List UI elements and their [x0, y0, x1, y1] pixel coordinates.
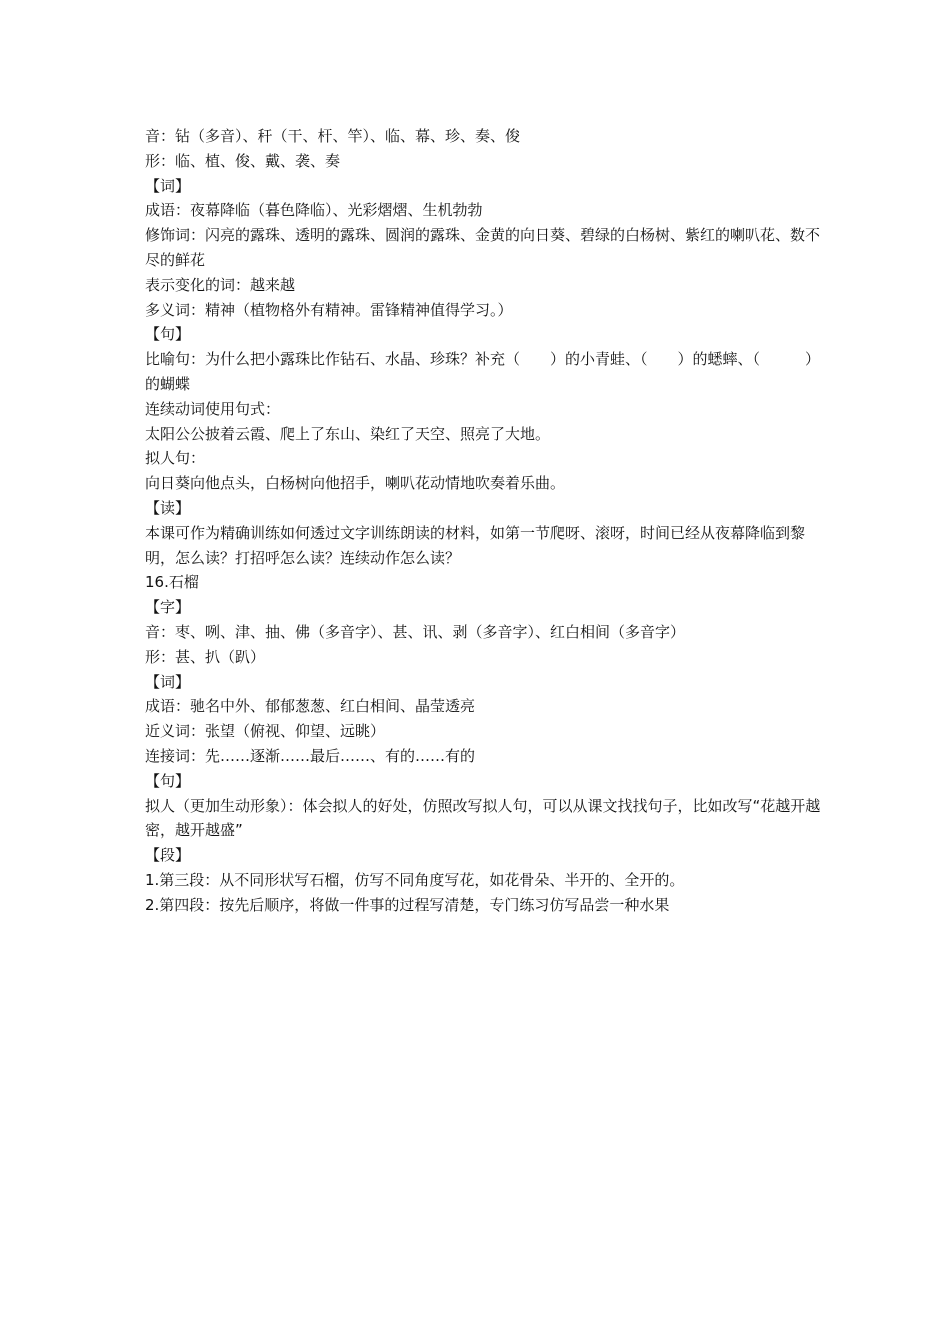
section-heading: 【读】: [145, 498, 191, 517]
lesson-title: 16.石榴: [145, 573, 199, 592]
text-line: 表示变化的词：越来越: [145, 275, 296, 294]
text-line: 音：枣、咧、津、抽、佛（多音字）、甚、讯、剥（多音字）、红白相间（多音字）: [145, 622, 686, 641]
section-heading: 【段】: [145, 846, 191, 865]
text-line: 连续动词使用句式：: [145, 399, 281, 418]
text-line: 比喻句：为什么把小露珠比作钻石、水晶、珍珠？补充（ ）的小青蛙、（ ）的蟋蟀、（ ）的蝴蝶: [145, 350, 821, 393]
text-line: 1.第三段：从不同形状写石榴，仿写不同角度写花，如花骨朵、半开的、全开的。: [145, 870, 685, 889]
text-line: 太阳公公披着云霞、爬上了东山、染红了天空、照亮了大地。: [145, 424, 551, 443]
section-heading: 【词】: [145, 176, 191, 195]
text-line: 修饰词：闪亮的露珠、透明的露珠、圆润的露珠、金黄的向日葵、碧绿的白杨树、紫红的喇叭花、数不尽的鲜花: [145, 226, 821, 269]
section-heading: 【句】: [145, 325, 191, 344]
text-line: 形：临、植、俊、戴、袭、奏: [145, 151, 341, 170]
text-line: 成语：驰名中外、郁郁葱葱、红白相间、晶莹透亮: [145, 697, 476, 716]
text-line: 形：甚、扒（趴）: [145, 647, 266, 666]
text-line: 2.第四段：按先后顺序，将做一件事的过程写清楚，专门练习仿写品尝一种水果: [145, 895, 670, 914]
text-line: 向日葵向他点头，白杨树向他招手，喇叭花动情地吹奏着乐曲。: [145, 474, 566, 493]
text-line: 音：钻（多音）、秆（干、杆、竿）、临、幕、珍、奏、俊: [145, 127, 521, 145]
text-line: 成语：夜幕降临（暮色降临）、光彩熠熠、生机勃勃: [145, 201, 483, 220]
text-line: 拟人（更加生动形象）：体会拟人的好处，仿照改写拟人句，可以从课文找找句子，比如改写“花越开越密，越开越盛”: [145, 796, 821, 840]
section-heading: 【句】: [145, 771, 191, 790]
text-line: 连接词：先……逐渐……最后……、有的……有的: [145, 746, 476, 765]
text-line: 近义词：张望（俯视、仰望、远眺）: [145, 722, 386, 741]
text-line: 拟人句：: [145, 449, 206, 468]
section-heading: 【字】: [145, 598, 191, 617]
text-line: 多义词：精神（植物格外有精神。雷锋精神值得学习。）: [145, 300, 513, 319]
section-heading: 【词】: [145, 672, 191, 691]
document-body: [145, 124, 825, 918]
text-line: 本课可作为精确训练如何透过文字训练朗读的材料，如第一节爬呀、滚呀，时间已经从夜幕降临到黎明，怎么读？打招呼怎么读？连续动作怎么读？: [145, 523, 806, 567]
